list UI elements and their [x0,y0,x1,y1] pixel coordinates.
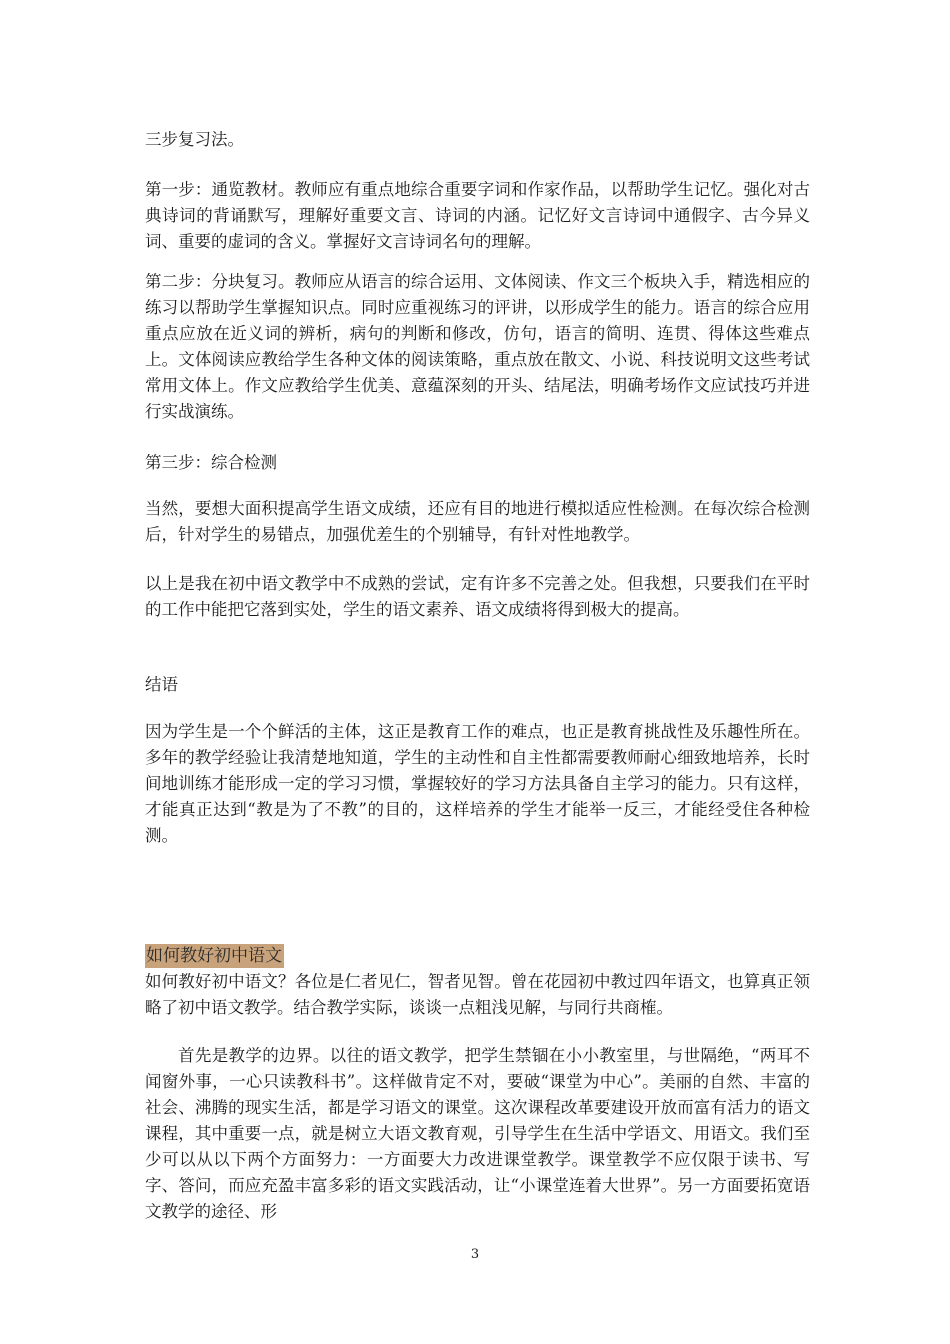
paragraph-conclusion: 因为学生是一个个鲜活的主体，这正是教育工作的难点，也正是教育挑战性及乐趣性所在。多年的教学经验让我清楚地知道，学生的主动性和自主性都需要教师耐心细致地培养，长时间地训练才能形成一定的学习习惯，掌握较好的学习方法具备自主学习的能力。只有这样，才能真正达到“教是为了不教”的目的，这样培养的学生才能举一反三，才能经受住各种检测。 [145,722,810,845]
paragraph-step-one: 第一步：通览教材。教师应有重点地综合重要字词和作家作品，以帮助学生记忆。强化对古典诗词的背诵默写，理解好重要文言、诗词的内涵。记忆好文言诗词中通假字、古今异义词、重要的虚词的含义。掌握好文言诗词名句的理解。 [145,180,810,251]
paragraph-step-three: 第三步：综合检测 [145,453,277,472]
paragraph-intro: 如何教好初中语文？各位是仁者见仁，智者见智。曾在花园初中教过四年语文，也算真正领略了初中语文教学。结合教学实际，谈谈一点粗浅见解，与同行共商榷。 [145,972,810,1017]
paragraph-method-title: 三步复习法。 [145,130,244,149]
paragraph-step-two: 第二步：分块复习。教师应从语言的综合运用、文体阅读、作文三个板块入手，精选相应的练习以帮助学生掌握知识点。同时应重视练习的评讲，以形成学生的能力。语言的综合应用重点应放在近义词的辨析，病句的判断和修改，仿句，语言的简明、连贯、得体这些难点上。文体阅读应教给学生各种文体的阅读策略，重点放在散文、小说、科技说明文这些考试常用文体上。作文应教给学生优美、意蕴深刻的开头、结尾法，明确考场作文应试技巧并进行实战演练。 [145,272,810,421]
page-number: 3 [470,1247,480,1262]
paragraph-testing: 当然，要想大面积提高学生语文成绩，还应有目的地进行模拟适应性检测。在每次综合检测后，针对学生的易错点，加强优差生的个别辅导，有针对性地教学。 [145,499,810,544]
paragraph-summary: 以上是我在初中语文教学中不成熟的尝试，定有许多不完善之处。但我想，只要我们在平时的工作中能把它落到实处，学生的语文素养、语文成绩将得到极大的提高。 [145,574,810,619]
paragraph-boundary: 首先是教学的边界。以往的语文教学，把学生禁锢在小小教室里，与世隔绝，“两耳不闻窗外事，一心只读教科书”。这样做肯定不对，要破“课堂为中心”。美丽的自然、丰富的社会、沸腾的现实生活，都是学习语文的课堂。这次课程改革要建设开放而富有活力的语文课程，其中重要一点，就是树立大语文教育观，引导学生在生活中学语文、用语文。我们至少可以从以下两个方面努力：一方面要大力改进课堂教学。课堂教学不应仅限于读书、写字、答问，而应充盈丰富多彩的语文实践活动，让“小课堂连着大世界”。另一方面要拓宽语文教学的途径、形 [145,1046,810,1221]
paragraph-conclusion-label: 结语 [145,675,178,694]
section-heading: 如何教好初中语文 [146,946,282,966]
